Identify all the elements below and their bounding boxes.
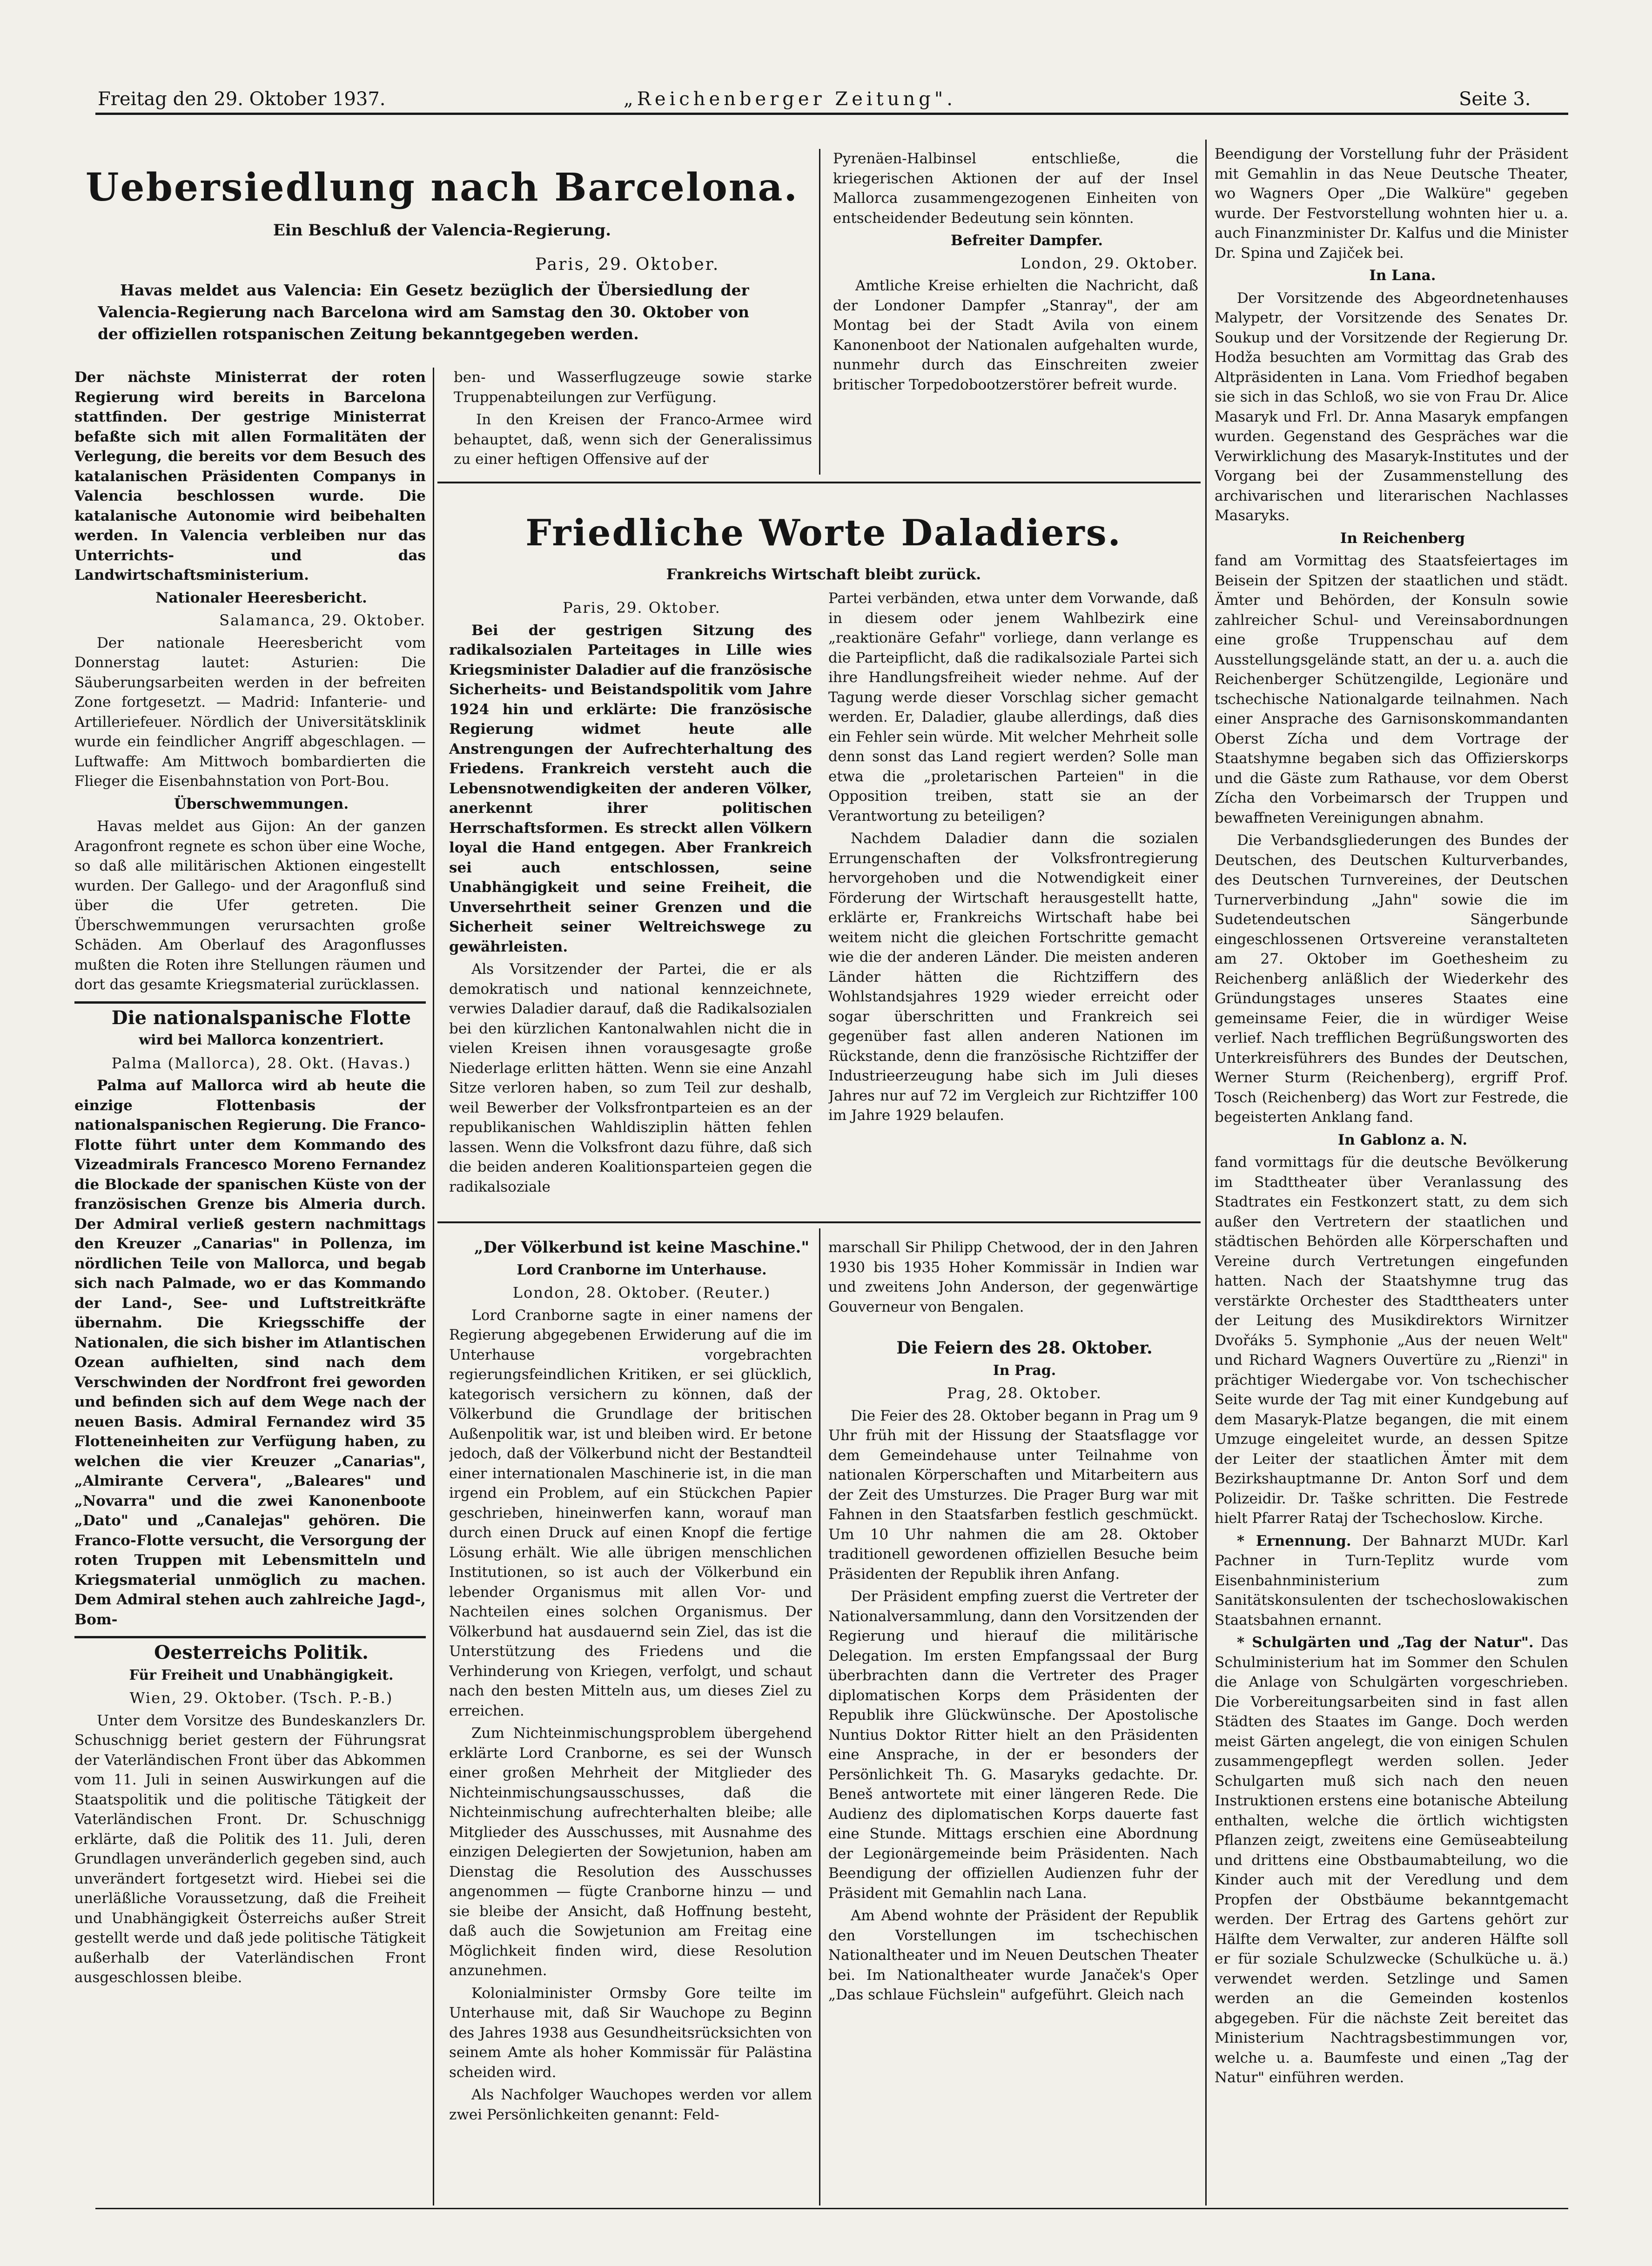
- schulgaerten-head: * Schulgärten und „Tag der Natur".: [1237, 1634, 1534, 1651]
- voelkerbund-p2: Zum Nichteinmischungsproblem übergehend erklärte Lord Cranborne, es sei der Wunsch einer großen Mehrheit der Mitglieder des Nichteinmischungsausschusses, daß die Nichteinmischung aufrechterhalten bleibe; alle Mitglieder des Ausschusses, mit Ausnahme des einzigen Delegierten der Sowjetunion, haben am Dienstag die Resolution des Ausschusses angenommen — fügte Cranborne hinzu — und sie bleibe der Ansicht, daß Hoffnung besteht, daß auch die Sowjetunion am Freitag eine Möglichkeit finden wird, diese Resolution anzunehmen.: [449, 1725, 812, 1979]
- reichenberg-head: In Reichenberg: [1340, 530, 1465, 547]
- oesterreich-head: Oesterreichs Politik.: [154, 1642, 369, 1663]
- col-rule-2b: [819, 1228, 820, 2206]
- voelkerbund-head: „Der Völkerbund ist keine Maschine.": [474, 1238, 810, 1257]
- column-1: [74, 368, 426, 2192]
- daladier-p1: Bei der gestrigen Sitzung des radikalsozialen Parteitages in Lille wies Kriegsminister Daladier auf die französische Sicherheits- und Beistandspolitik vom Jahre 1924 hin und erklärte: Die französische Regierung widmet heute alle Anstrengungen der Aufrechterhaltung des Friedens. Frankreich versteht auch die Lebensnotwendigkeiten der anderen Völker, anerkennt ihrer politischen Herrschaftsformen. Es streckt allen Völkern loyal die Hand entgegen. Aber Frankreich sei auch entschlossen, seine Unabhängigkeit und seine Freiheit, die Unversehrtheit seiner Grenzen und die Sicherheit seiner Weltreichswege zu gewährleisten.: [449, 622, 812, 955]
- barcelona-p2: ben- und Wasserflugzeuge sowie starke Truppenabteilungen zur Verfügung.: [454, 369, 812, 406]
- heeresbericht-head: Nationaler Heeresbericht.: [155, 589, 367, 606]
- issue-date: Freitag den 29. Oktober 1937.: [98, 88, 386, 110]
- voelkerbund-subhead: Lord Cranborne im Unterhause.: [517, 1261, 767, 1278]
- dampfer-head: Befreiter Dampfer.: [950, 232, 1103, 249]
- rule-above-daladier: [437, 482, 1201, 483]
- lana-head: In Lana.: [1369, 267, 1436, 284]
- barcelona-lead: [98, 279, 749, 348]
- flotte-dateline: Palma (Mallorca), 28. Okt. (Havas.): [111, 1054, 411, 1072]
- column-2-voelkerbund: [449, 1238, 812, 2201]
- barcelona-subhead: Ein Beschluß der Valencia-Regierung.: [273, 221, 611, 240]
- barcelona-lead-text: Havas meldet aus Valencia: Ein Gesetz bezüglich der Übersiedlung der Valencia-Regierung nach Barcelona wird am Samstag den 30. Oktober von der offiziellen rotspanischen Zeitung bekanntgegeben werden.: [98, 281, 749, 343]
- right-p0: Beendigung der Vorstellung fuhr der Präsident mit Gemahlin in das Neue Deutsche Theater, wo Wagners Oper „Die Walküre" gegeben wurde. Der Festvorstellung wohnten hier u. a. auch Finanzminister Dr. Kalfus und die Minister Dr. Spina und Zajiček bei.: [1215, 146, 1568, 261]
- flotte-text: Palma auf Mallorca wird ab heute die einzige Flottenbasis der nationalspanischen Regierung. Die Franco-Flotte führt unter dem Kommando des Vizeadmirals Francesco Moreno Fernandez die Blockade der spanischen Küste von der französischen Grenze bis Almeria durch. Der Admiral verließ gestern nachmittags den Kreuzer „Canarias" in Pollenza, im nördlichen Teile von Mallorca, und begab sich nach Palmade, wo er das Kommando der Land-, See- und Luftstreitkräfte übernahm. Die Kriegsschiffe der Nationalen, die sich bisher im Atlantischen Ozean aufhielten, sind nach dem Verschwinden der Nordfront frei geworden und befinden sich auf dem Wege nach der neuen Basis. Admiral Fernandez wird 35 Flotteneinheiten zur Verfügung haben, zu welchen die vier Kreuzer „Canarias", „Almirante Cervera", „Baleares" und „Novarra" und die zwei Kanonenboote „Dato" und „Canalejas" gehören. Die Franco-Flotte versucht, die Versorgung der roten Truppen mit Lebensmitteln und Kriegsmaterial unmöglich zu machen. Dem Admiral stehen auch zahlreiche Jagd-, Bom-: [74, 1077, 426, 1628]
- schulgaerten-text: Das Schulministerium hat im Sommer den Schulen die Anlage von Schulgärten vorgeschrieben. Die Vorbereitungsarbeiten sind in fast allen Städten des Staates im Gange. Doch werden meist Gärten angelegt, die von einigen Schulen zusammengepflegt werden sollen. Jeder Schulgarten muß sich nach den neuen Instruktionen erstens eine botanische Abteilung enthalten, welche die örtlich wichtigsten Pflanzen zeigt, zweitens eine Gemüseabteilung und drittens eine Obstbaumabteilung, wo die Kinder auch mit der Veredlung und dem Propfen der Obstbäume bekanntgemacht werden. Der Ertrag des Gartens gehört zur Hälfte dem Verwalter, zur anderen Hälfte soll er für soziale Schulzwecke (Schulküche u. ä.) verwendet werden. Setzlinge und Samen werden an die Gemeinden kostenlos abgegeben. Für die nächste Zeit bereitet das Ministerium Nachtragsbestimmungen vor, welche u. a. Baumfeste und einen „Tag der Natur" einführen werden.: [1215, 1634, 1568, 2086]
- page-number: Seite 3.: [1459, 88, 1531, 110]
- column-2-daladier: [449, 598, 812, 1217]
- column-3-feiern: [828, 1238, 1198, 2201]
- reichenberg-p2: Die Verbandsgliederungen des Bundes der Deutschen, des Deutschen Kulturverbandes, des Deutschen Turnvereines, der Deutschen Turnerverbindung „Jahn" sowie die im Sudetendeutschen Sängerbunde eingeschlossenen Ortsvereine veranstalteten am 27. Oktober im Goethesheim zu Reichenberg anläßlich der Wiederkehr des Gründungstages unseres Staates eine gemeinsame Feier, die in würdiger Weise verlief. Nach trefflichen Begrüßungsworten des Unterkreisführers des Bundes der Deutschen, Werner Sturm (Reichenberg), ergriff Prof. Tosch (Reichenberg) das Wort zur Festrede, die begeisterten Anklang fand.: [1215, 832, 1568, 1126]
- pyrenaeen-text: Pyrenäen-Halbinsel entschließe, die kriegerischen Aktionen der auf der Insel Mallorca zusammengezogenen Einheiten von entscheidender Bedeutung sein könnten.: [833, 150, 1198, 227]
- heeresbericht-text: Der nationale Heeresbericht vom Donnerstag lautet: Asturien: Die Säuberungsarbeiten werden in der befreiten Zone fortgesetzt. — Madrid: Infanterie- und Artilleriefeuer. Nördlich der Universitätsklinik wurde ein feindlicher Angriff abgeschlagen. — Luftwaffe: Am Mittwoch bombardierten die Flieger die Eisenbahnstation von Port-Bou.: [74, 634, 426, 790]
- voelkerbund-p3: Kolonialminister Ormsby Gore teilte im Unterhause mit, daß Sir Wauchope zu Beginn des Jahres 1938 aus Gesundheitsrücksichten von seinem Amte als hoher Kommissär für Palästina scheiden wird.: [449, 1984, 812, 2081]
- flotte-subhead: wird bei Mallorca konzentriert.: [139, 1032, 384, 1048]
- oesterreich-text: Unter dem Vorsitze des Bundeskanzlers Dr. Schuschnigg beriet gestern der Führungsrat der Vaterländischen Front über das Abkommen vom 11. Juli in seinen Auswirkungen auf die Staatspolitik und die politische Tätigkeit der Vaterländischen Front. Dr. Schuschnigg erklärte, daß die Politik des 11. Juli, deren Grundlagen unveränderlich gegeben sind, auch unverändert fortgesetzt wird. Hiebei sei die unerläßliche Voraussetzung, daß die Freiheit und Unabhängigkeit Österreichs außer Streit gestellt werde und daß jede politische Tätigkeit außerhalb der Vaterländischen Front ausgeschlossen bleibe.: [74, 1712, 426, 1986]
- masthead-rule: [95, 113, 1568, 115]
- voelkerbund-p1: Lord Cranborne sagte in einer namens der Regierung abgegebenen Erwiderung auf die im Unterhause vorgebrachten regierungsfeindlichen Kritiken, er sei glücklich, kategorisch versichern zu können, daß der Völkerbund die Grundlage der britischen Außenpolitik war, ist und bleiben wird. Er betone jedoch, daß der Völkerbund nicht der Bestandteil einer internationalen Maschinerie ist, in die man irgend ein Problem, auf ein Stückchen Papier geschrieben, hineinwerfen kann, worauf man durch einen Druck auf einen Knopf die fertige Lösung erhält. Wie alle übrigen menschlichen Institutionen, so ist auch der Völkerbund ein lebender Organismus mit allen Vor- und Nachteilen eines solchen Organismus. Der Völkerbund hat ausdauernd sein Ziel, das ist die Unterstützung des Friedens und die Verhinderung von Kriegen, verfolgt, und schaut nach den besten Mitteln aus, um dieses Ziel zu erreichen.: [449, 1307, 812, 1719]
- barcelona-headline: Uebersiedlung nach Barcelona.: [85, 165, 799, 210]
- voelkerbund-p5: marschall Sir Philipp Chetwood, der in den Jahren 1930 bis 1935 Hoher Kommissär in Indien war und zweitens John Anderson, der gegenwärtige Gouverneur von Bengalen.: [828, 1239, 1198, 1315]
- daladier-p2: Als Vorsitzender der Partei, die er als demokratisch und national kennzeichnete, verwies Daladier darauf, daß die Radikalsozialen bei den kürzlichen Kantonalwahlen nicht die in vielen Kreisen ihnen vorausgesagte große Niederlage erlitten hätten. Wenn sie eine Anzahl Sitze verloren haben, so zum Teil zur deshalb, weil Bewerber der Volksfrontparteien es an der republikanischen Wahldisziplin hätten fehlen lassen. Wenn die Volksfront dazu führe, daß sich die beiden anderen Koalitionsparteien gegen die radikalsoziale: [449, 961, 812, 1195]
- flotte-head: Die nationalspanische Flotte: [111, 1006, 411, 1029]
- schulgaerten: [1215, 1633, 1568, 2088]
- oesterreich-subhead: Für Freiheit und Unabhängigkeit.: [129, 1667, 394, 1683]
- ernennung-head: * Ernennung.: [1237, 1532, 1351, 1549]
- feiern-p3: Am Abend wohnte der Präsident der Republik den Vorstellungen im tschechischen Nationaltheater und im Neuen Deutschen Theater bei. Im Nationaltheater wurde Janaček's Oper „Das schlaue Füchslein" aufgeführt. Gleich nach: [828, 1907, 1198, 2003]
- oesterreich-dateline: Wien, 29. Oktober. (Tsch. P.-B.): [129, 1689, 393, 1707]
- ernennung-text: Der Bahnarzt MUDr. Karl Pachner in Turn-Teplitz wurde vom Eisenbahnministerium zum Sanitätskonsulenten der tschechoslowakischen Staatsbahnen ernannt.: [1215, 1532, 1568, 1629]
- rule-below-daladier: [437, 1221, 1201, 1223]
- daladier-headline: Friedliche Worte Daladiers.: [525, 512, 1122, 554]
- divider: [74, 1636, 426, 1638]
- barcelona-dateline: Paris, 29. Oktober.: [535, 255, 720, 274]
- ernennung: [1215, 1531, 1568, 1630]
- barcelona-p3: In den Kreisen der Franco-Armee wird behauptet, daß, wenn sich der Generalissimus zu einer heftigen Offensive auf der: [454, 411, 812, 468]
- column-3-top: [833, 149, 1198, 475]
- heeresbericht-dateline: Salamanca, 29. Oktober.: [219, 611, 426, 629]
- feiern-sub: In Prag.: [993, 1362, 1056, 1379]
- daladier-dateline: Paris, 29. Oktober.: [563, 599, 721, 617]
- reichenberg-p1: fand am Vormittag des Staatsfeiertages im Beisein der Spitzen der staatlichen und städt. Ämter und Behörden, der Konsuln sowie zahlreicher Schul- und Vereinsabordnungen eine große Truppenschau auf dem Ausstellungsgelände statt, an der u. a. auch die Reichenberger Schützengilde, Legionäre und tschechische Nationalgarde teilnahmen. Nach einer Ansprache des Garnisonskommandanten Oberst Zícha und dem Vortrage der Staatshymne begaben sich das Offizierskorps und die Gäste zum Rathause, vor dem Oberst Zícha den Vorbeimarsch der Truppen und bewaffneten Vereinigungen abnahm.: [1215, 552, 1568, 826]
- spacer: [828, 1320, 1198, 1338]
- divider: [74, 1001, 426, 1004]
- voelkerbund-dateline: London, 28. Oktober. (Reuter.): [512, 1284, 771, 1301]
- feiern-p1: Die Feier des 28. Oktober begann in Prag um 9 Uhr früh mit der Hissung der Staatsflagge vor dem Gemeindehause unter Teilnahme von nationalen Körperschaften und Mitarbeitern aus der Zeit des Umsturzes. Die Prager Burg war mit Fahnen in den Staatsfarben festlich geschmückt. Um 10 Uhr nahmen die am 28. Oktober traditionell gewordenen offiziellen Besuche beim Präsidenten der Republik ihren Anfang.: [828, 1407, 1198, 1582]
- dampfer-dateline: London, 29. Oktober.: [1020, 254, 1198, 272]
- ueberschwemmungen-head: Überschwemmungen.: [174, 795, 349, 812]
- voelkerbund-p4: Als Nachfolger Wauchopes werden vor allem zwei Persönlichkeiten genannt: Feld-: [449, 2086, 812, 2123]
- feiern-p2: Der Präsident empfing zuerst die Vertreter der Nationalversammlung, dann den Vorsitzenden der Regierung und hierauf die militärische Delegation. Im ersten Empfangssaal der Burg überbrachten dann die Vertreter des Prager diplomatischen Korps dem Präsidenten der Republik ihre Glückwünsche. Der Apostolische Nuntius Doktor Ritter hielt an den Präsidenten eine Ansprache, in der er besonders der Persönlichkeit Th. G. Masaryks gedachte. Dr. Beneš antwortete mit einer längeren Rede. Die Audienz des diplomatischen Korps dauerte fast eine Stunde. Mittags erschien eine Abordnung der Legionärgemeinde beim Präsidenten. Nach Beendigung der offiziellen Audienzen fuhr der Präsident mit Gemahlin nach Lana.: [828, 1588, 1198, 1902]
- col-rule-3: [1205, 140, 1207, 2206]
- daladier-p3: Partei verbänden, etwa unter dem Vorwande, daß in diesem oder jenem Wahlbezirk eine „reaktionäre Gefahr" vorliege, dann verlange es die Parteipflicht, daß die radikalsoziale Partei sich ihre Handlungsfreiheit wieder nehme. Auf der Tagung werde dieser Vorschlag sicher gemacht werden. Er, Daladier, glaube allerdings, daß dies ein Fehler sein würde. Mit welcher Mehrheit solle denn sonst das Land regiert werden? Solle man etwa die „proletarischen Parteien" in die Opposition treiben, statt sie an der Verantwortung zu beteiligen?: [828, 590, 1198, 825]
- page-bottom-rule: [95, 2208, 1568, 2209]
- feiern-head: Die Feiern des 28. Oktober.: [896, 1338, 1153, 1358]
- feiern-dateline: Prag, 28. Oktober.: [947, 1384, 1102, 1402]
- gablonz-text: fand vormittags für die deutsche Bevölkerung im Stadttheater über Veranlassung des Stadtrates ein Festkonzert statt, zu dem sich außer den Vertretern der staatlichen und städtischen Behörden alle Körperschaften und Vereine durch Vertretungen eingefunden hatten. Nach der Staatshymne trug das verstärkte Orchester des Stadttheaters unter der Leitung des Musikdirektors Wirnitzer Dvořáks 5. Symphonie „Aus der neuen Welt" und Richard Wagners Ouvertüre zu „Rienzi" in prächtiger Wiedergabe vor. Von tschechischer Seite wurde der Tag mit einer Kundgebung auf dem Masaryk-Platze begangen, die mit einem Umzuge eingeleitet wurde, an dessen Spitze der Leiter der staatlichen Ämter mit dem Bezirkshauptmanne Dr. Anton Sorf und dem Polizeidir. Dr. Taške schritten. Die Festrede hielt Pfarrer Rataj der Tschechoslow. Kirche.: [1215, 1154, 1568, 1527]
- ueberschwemmungen-text: Havas meldet aus Gijon: An der ganzen Aragonfront regnete es schon über eine Woche, so daß alle militärischen Aktionen eingestellt wurden. Der Gallego- und der Aragonfluß sind über die Ufer getreten. Die Überschwemmungen verursachten große Schäden. Am Oberlauf des Aragonflusses mußten die Roten ihre Stellungen räumen und dort das gesamte Kriegsmaterial zurücklassen.: [74, 818, 426, 993]
- column-2-top: [454, 368, 812, 475]
- barcelona-p1: Der nächste Ministerrat der roten Regierung wird bereits in Barcelona stattfinden. Der gestrige Ministerrat befaßte sich mit allen Formalitäten der Verlegung, die bereits vor dem Besuch des katalanischen Präsidenten Companys in Valencia beschlossen wurde. Die katalanische Autonomie wird beibehalten werden. In Valencia verbleiben nur das Unterrichts- und das Landwirtschaftsministerium.: [74, 369, 426, 583]
- newspaper-name: „Reichenberger Zeitung".: [624, 88, 956, 110]
- col-rule-1: [433, 368, 434, 2206]
- col-rule-2: [819, 149, 820, 475]
- dampfer-text: Amtliche Kreise erhielten die Nachricht, daß der Londoner Dampfer „Stanray", der am Montag bei der Stadt Avila von einem Kanonenboot der Nationalen aufgehalten wurde, nunmehr durch das Einschreiten zweier britischer Torpedobootzerstörer befreit wurde.: [833, 277, 1198, 393]
- column-3-daladier: [828, 589, 1198, 1217]
- gablonz-head: In Gablonz a. N.: [1337, 1131, 1468, 1148]
- daladier-subhead: Frankreichs Wirtschaft bleibt zurück.: [666, 565, 981, 583]
- lana-text: Der Vorsitzende des Abgeordnetenhauses Malypetr, der Vorsitzende des Senates Dr. Soukup und der Vorsitzende der Regierung Dr. Hodža besuchten am Vormittag das Grab des Altpräsidenten in Lana. Vom Friedhof begaben sie sich in das Schloß, wo sie von Frau Dr. Alice Masaryk und Frl. Dr. Anna Masaryk empfangen wurden. Gegenstand des Gespräches war die Verwirklichung des Masaryk-Institutes und der Vorgang bei der Zusammenstellung des archivarischen und literarischen Nachlasses Masaryks.: [1215, 289, 1568, 524]
- column-4: [1215, 144, 1568, 2201]
- daladier-p4: Nachdem Daladier dann die sozialen Errungenschaften der Volksfrontregierung hervorgehoben und die Notwendigkeit einer Förderung der Wirtschaft herausgestellt hatte, erklärte er, Frankreichs Wirtschaft habe bei weitem nicht die gleichen Fortschritte gemacht wie die der anderen Länder. Die meisten anderen Länder hätten die Richtziffern des Wohlstandsjahres 1929 wieder erreicht oder sogar überschritten und Frankreich sei gegenüber fast allen anderen Nationen im Rückstande, denn die französische Richtziffer der Industrieerzeugung habe sich im Juli dieses Jahres nur auf 72 im Vergleich zur Richtziffer 100 im Jahre 1929 belaufen.: [828, 830, 1198, 1124]
